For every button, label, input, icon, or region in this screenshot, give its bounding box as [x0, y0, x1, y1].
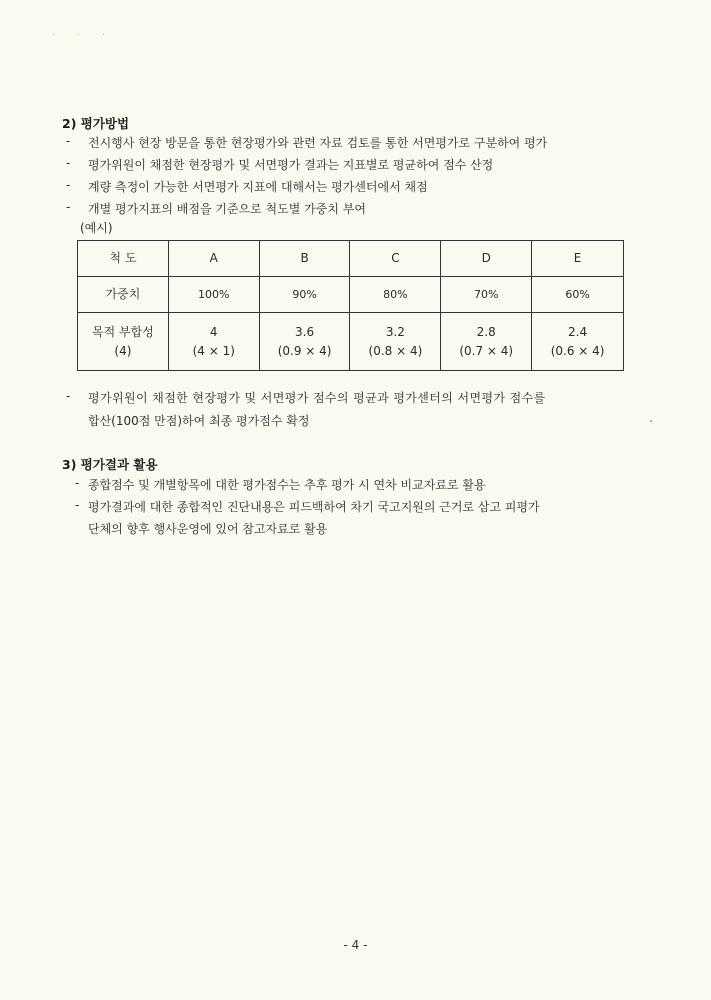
header-cell-scale: 척 도: [78, 241, 169, 277]
weight-scale-table: [77, 240, 624, 371]
bullet-dash: -: [66, 200, 71, 214]
scan-mark: [650, 420, 652, 422]
fit-calc: (0.9 × 4): [277, 343, 332, 358]
final-score-line-1: 평가위원이 채점한 현장평가 및 서면평가 점수의 평균과 평가센터의 서면평가 점수를: [88, 391, 546, 405]
fit-cell-c: [350, 313, 441, 371]
header-cell-d: D: [441, 241, 532, 277]
table-fit-row: [78, 313, 624, 371]
fit-cell-b: [259, 313, 350, 371]
weight-cell-e: 60%: [532, 277, 624, 313]
table-header-row: [78, 241, 624, 277]
section-3-title: 3) 평가결과 활용: [62, 457, 158, 472]
section-2-title: 2) 평가방법: [62, 116, 130, 131]
fit-row-label: [78, 313, 169, 371]
method-bullet-1: 전시행사 현장 방문을 통한 현장평가와 관련 자료 검토를 통한 서면평가로 구분하여 평가: [88, 136, 548, 150]
fit-value: 2.4: [568, 324, 588, 339]
method-bullet-2: 평가위원이 채점한 현장평가 및 서면평가 결과는 지표별로 평균하여 점수 산정: [88, 158, 494, 172]
weight-row-label: 가중치: [78, 277, 169, 313]
bullet-dash: -: [75, 476, 80, 490]
final-score-line-2: 합산(100점 만점)하여 최종 평가점수 확정: [88, 414, 310, 428]
fit-row-label-line2: (4): [114, 343, 132, 358]
fit-calc: (0.6 × 4): [550, 343, 605, 358]
usage-bullet-2-line-2: 단체의 향후 행사운영에 있어 참고자료로 활용: [88, 522, 328, 536]
table-weight-row: [78, 277, 624, 313]
bullet-dash: -: [66, 134, 71, 148]
fit-row-label-line1: 목적 부합성: [92, 324, 154, 339]
method-bullet-4: 개별 평가지표의 배점을 기준으로 척도별 가중치 부여: [88, 202, 366, 216]
fit-cell-d: [441, 313, 532, 371]
fit-calc: (4 × 1): [192, 343, 235, 358]
header-cell-c: C: [350, 241, 441, 277]
bullet-dash: -: [66, 178, 71, 192]
fit-value: 4: [209, 324, 218, 339]
example-label: (예시): [80, 221, 113, 235]
bullet-dash: -: [66, 389, 71, 403]
fit-value: 2.8: [476, 324, 496, 339]
bullet-dash: -: [75, 498, 80, 512]
scan-specks: · · ·: [52, 30, 115, 39]
fit-calc: (0.8 × 4): [368, 343, 423, 358]
weight-cell-a: 100%: [168, 277, 259, 313]
fit-value: 3.6: [295, 324, 315, 339]
fit-cell-e: [532, 313, 624, 371]
header-cell-b: B: [259, 241, 350, 277]
bullet-dash: -: [66, 156, 71, 170]
usage-bullet-2-line-1: 평가결과에 대한 종합적인 진단내용은 피드백하여 차기 국고지원의 근거로 삼고 피평가: [88, 500, 540, 514]
weight-cell-c: 80%: [350, 277, 441, 313]
fit-calc: (0.7 × 4): [459, 343, 514, 358]
weight-cell-d: 70%: [441, 277, 532, 313]
usage-bullet-1: 종합점수 및 개별항목에 대한 평가점수는 추후 평가 시 연차 비교자료로 활용: [88, 478, 486, 492]
header-cell-a: A: [168, 241, 259, 277]
method-bullet-3: 계량 측정이 가능한 서면평가 지표에 대해서는 평가센터에서 채점: [88, 180, 428, 194]
fit-cell-a: [168, 313, 259, 371]
weight-cell-b: 90%: [259, 277, 350, 313]
header-cell-e: E: [532, 241, 624, 277]
page-number: - 4 -: [343, 938, 368, 952]
fit-value: 3.2: [385, 324, 405, 339]
